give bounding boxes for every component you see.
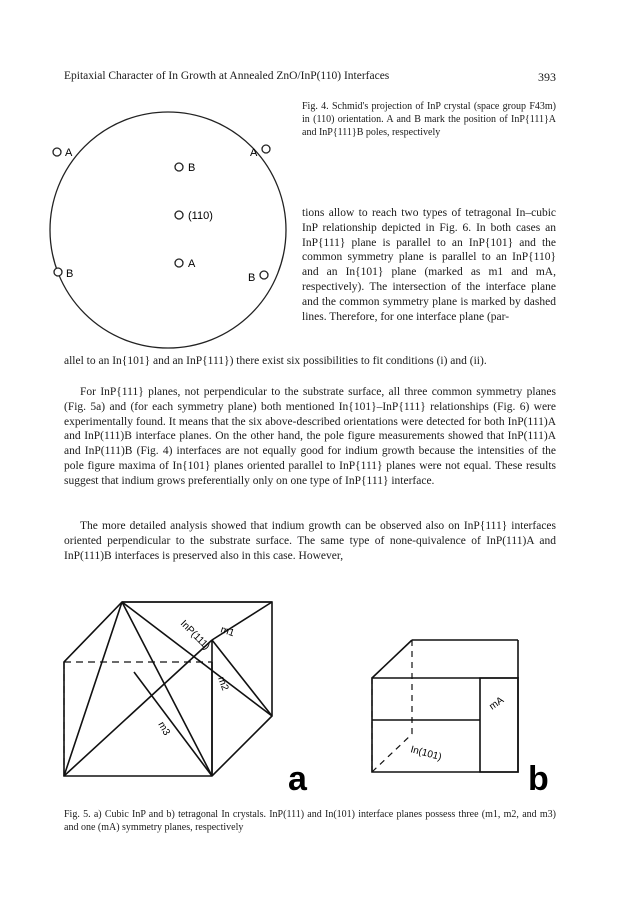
running-title: Epitaxial Character of In Growth at Annealed ZnO/InP(110) Interfaces — [64, 70, 390, 82]
pole-marker-110 — [175, 211, 183, 219]
plane-inp111-edge-2 — [122, 602, 212, 776]
label-a-left: A — [65, 147, 73, 159]
paragraph-1-continuation: allel to an In{101} and an InP{111}) there exist six possibilities to fit conditions (i) and (ii). — [64, 355, 487, 367]
label-inp111: InP(111) — [177, 618, 212, 653]
paragraph-1-right-column: tions allow to reach two types of tetragonal In–cubic InP relationship depicted in Fig. 6. In both cases an InP{111} plane is parallel to an InP{101} and the common symmetry plane is parallel to an InP{110} and an In{101} plane (marked as m1 and mA, respectively). The intersection of the interface plane and the common symmetry plane is marked by dashed lines. Therefore, for one interface plane (par- — [302, 207, 556, 323]
label-b-right: B — [248, 272, 256, 284]
label-m3: m3 — [155, 720, 172, 738]
label-m1: m1 — [219, 624, 236, 640]
pole-marker-a-right — [262, 145, 270, 153]
label-in101: In(101) — [409, 744, 443, 764]
panel-label-a: a — [288, 760, 307, 798]
label-b-left: B — [66, 268, 74, 280]
pole-marker-b-left — [54, 268, 62, 276]
panel-label-b: b — [528, 760, 549, 798]
paragraph-2: For InP{111} planes, not perpendicular to the substrate surface, all three common symmetry planes (Fig. 5a) and (for each symmetry plane) both mentioned In{101}–InP{111} relationships (Fig. 6) were experimentally found. It means that the six above-described orientations were detected for both InP(111)A and InP(111)B interface planes. On the other hand, the pole figure measurements showed that InP(111)A and InP(111)B (Fig. 4) interfaces are not equally good for indium growth because the intensities of the pole figure maxima of In{101} planes oriented parallel to InP{111} planes were not equal. These results suggest that indium grows preferentially only on one type of InP{111} interface. — [64, 386, 556, 487]
figure-4-schmid-projection — [38, 100, 298, 370]
figure-5-caption: Fig. 5. a) Cubic InP and b) tetragonal In crystals. InP(111) and In(101) interface planes possess three (m1, m2, and m3) and one (mA) symmetry planes, respectively — [64, 809, 556, 833]
in-crystal-front-face — [480, 678, 518, 772]
label-m2: m2 — [215, 675, 231, 693]
label-pole-b: B — [188, 162, 196, 174]
mirror-line-m1 — [122, 602, 272, 716]
cube-front-face — [64, 602, 272, 776]
pole-marker-a-center — [175, 259, 183, 267]
page-number: 393 — [538, 70, 556, 84]
paragraph-3: The more detailed analysis showed that indium growth can be observed also on InP{111} interfaces oriented perpendicular to the substrate surface. The same type of none-quivalence of InP(111)A and InP(111)B interfaces is preserved also in this case. However, — [64, 520, 556, 562]
running-header — [64, 70, 556, 82]
mirror-line-m3 — [134, 672, 212, 776]
pole-marker-b-right — [260, 271, 268, 279]
in-crystal-top-diagonal — [372, 640, 412, 678]
label-ma: mA — [487, 694, 507, 713]
cubic-inp-crystal — [64, 602, 272, 776]
label-pole-a: A — [188, 258, 196, 270]
in-crystal-outline — [372, 678, 518, 772]
in-hidden-diag — [372, 734, 412, 772]
label-pole-110: (110) — [188, 210, 213, 222]
pole-marker-a-left — [53, 148, 61, 156]
figure-4-caption: Fig. 4. Schmid's projection of InP crystal (space group F43m) in (110) orientation. A and B mark the position of InP{111}A and InP{111}B poles, respectively — [302, 101, 556, 138]
pole-marker-b-center — [175, 163, 183, 171]
label-a-right: A — [250, 147, 258, 159]
figure-5-crystal-diagrams — [62, 580, 562, 800]
